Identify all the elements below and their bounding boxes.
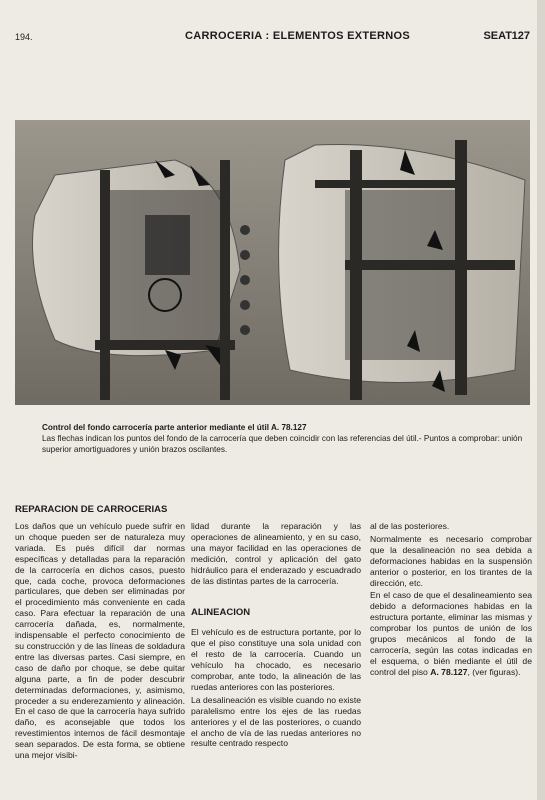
paragraph: Normalmente es necesario comprobar que la desalineación no sea debida a deformaciones habidas en la suspensión anterior o posterior, en los tirantes de la dirección, etc. — [370, 533, 532, 588]
paragraph — [370, 590, 532, 677]
paragraph: al de las posteriores. — [370, 521, 450, 531]
page-header — [15, 30, 530, 46]
paragraph: La desalineación es visible cuando no existe paralelismo entre los ejes de las ruedas anteriores y el de las posteriores, o cuando el ancho de vía de las ruedas anteriores no resulte centrado respecto — [191, 694, 361, 749]
paragraph: lidad durante la reparación y las operaciones de alineamiento, y en su caso, una mayor facilidad en las operaciones de medición, control y aplicación del gato hidráulico para el enderazado y escuadrado de las distintas partes de la carrocería. — [191, 521, 361, 586]
section-heading-reparacion: REPARACION DE CARROCERIAS — [15, 504, 168, 515]
page-edge — [537, 0, 545, 800]
page-title: CARROCERIA : ELEMENTOS EXTERNOS — [185, 30, 411, 42]
page-number: 194. — [15, 32, 33, 42]
underbody-illustration — [15, 120, 530, 405]
text-column-2 — [191, 521, 361, 751]
paragraph: El vehículo es de estructura portante, por lo que el piso constituye una sola unidad con el resto de la carrocería. Cuando un vehículo ha chocado, es necesario comprobar, ante todo, la alineación de las ruedas anteriores con las posteriores. — [191, 627, 361, 692]
brand-label: SEAT — [483, 30, 512, 42]
car-underbody-photo — [15, 120, 530, 405]
figure-caption — [42, 422, 532, 455]
model-label: 127 — [511, 30, 530, 42]
text-column-3 — [370, 521, 532, 680]
caption-title: Control del fondo carrocería parte anterior mediante el útil A. 78.127 — [42, 423, 307, 432]
caption-text: Las flechas indican los puntos del fondo de la carrocería que deben coincidir con las referencias del útil.- Puntos a comprobar: unión superior amortiguadores y unión brazos oscilantes. — [42, 434, 523, 454]
text-column-1 — [15, 521, 185, 763]
paragraph: Los daños que un vehículo puede sufrir en un choque pueden ser de naturaleza muy variada. Es pués difícil dar normas específicas y detalladas para la reparación de la carrocería en dichos casos, puesto que, cada coche, provoca deformaciones particulares, que deben ser eliminadas por el procedimiento más conveniente en cada caso. Para efectuar la reparación de una carrocería dañada, es, normalmente, indispensable el perfecto conocimiento de su construcción y de las líneas de soldadura entre las diversas partes. Casi siempre, en caso de daño por choque, se debe quitar alguna parte, a fin de poder descubrir determinadas deformaciones, y, asimismo, proceder a su enderezamiento y alineación. En el caso de que la carrocería haya sufrido daño, es aconsejable que todos los revestimientos internos de fácil desmontaje sean separados. De esta forma, se obtiene una mejor visibi- — [15, 521, 185, 761]
tool-reference: A. 78.127 — [430, 666, 468, 677]
paragraph-text: En el caso de que el desalineamiento sea debido a deformaciones habidas en la estructura portante, eliminar las mismas y comprobar los puntos de unión de los grupos mecánicos al fondo de la carrocería, según las cotas indicadas en el esquema, o bién mediante el útil de control del piso — [370, 590, 532, 677]
section-heading-alineacion: ALINEACION — [191, 607, 251, 619]
paragraph-tail: , (ver figuras). — [467, 666, 521, 677]
